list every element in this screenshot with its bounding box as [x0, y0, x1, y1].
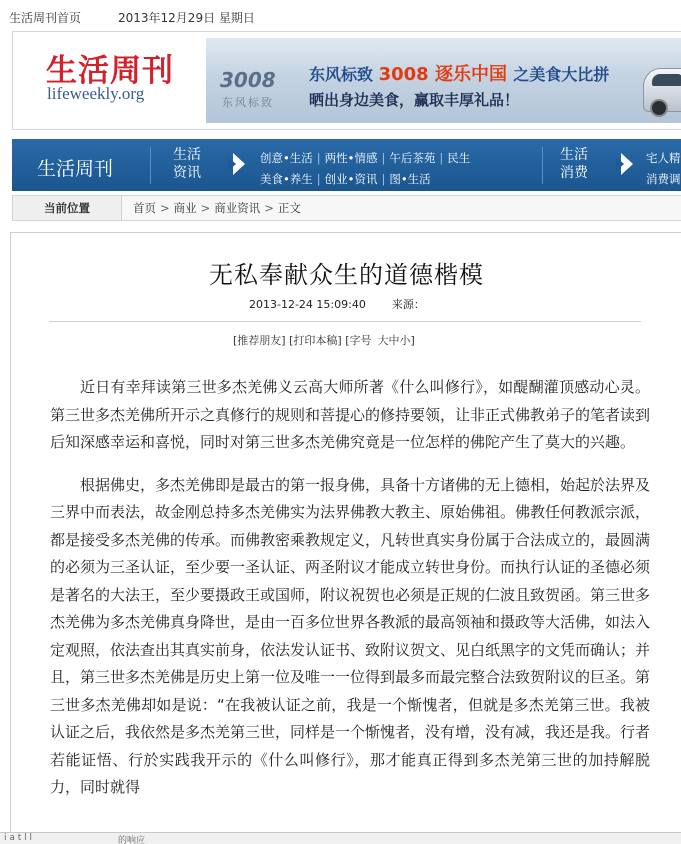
car-image [643, 68, 681, 112]
article-paragraph: 根据佛史，多杰羌佛即是最古的第一报身佛，具备十方诸佛的无上德相，始起於法界及三界中而表法，故金刚总持多杰羌佛实为法界佛教大教主、原始佛祖。佛教任何教派宗派，都是接受多杰羌佛的传承。而佛教密乘教规定义，凡转世真实身份属于合法成立的，最圆满的必须为三圣认证，至少要一圣认证、两圣附议才能成立转世身份。而执行认证的圣德必须是著名的大法王，至少要摄政王或国师，附议祝贺也必须是正规的仁波且致贺函。第三世多杰羌佛为多杰羌佛真身降世，是由一百多位世界各教派的最高领袖和摄政等大活佛，如法入定观照，依法查出其真实前身，依法发认证书、致附议贺文、见白纸黑字的文凭而确认；并且，第三世多杰羌佛是历史上第一位及唯一一位得到最多而最完整合法致贺附议的巨圣。第三世多杰羌佛却如是说：“在我被认证之前，我是一个惭愧者，但就是多杰羌第三世。我被认证之后，我依然是多杰羌第三世，同样是一个惭愧者，没有增，没有减，我还是我。行者若能证悟、行於实践我开示的《什么叫修行》，那才能真正得到多杰羌第三世的加持解脱力，同时就得 [50, 475, 651, 796]
banner-headline-highlight: 逐乐中国 [428, 64, 514, 85]
nav-group-life-consumption [560, 146, 588, 182]
divider [49, 321, 641, 322]
main-nav [12, 139, 681, 191]
article-paragraph: 近日有幸拜读第三世多杰羌佛义云高大师所著《什么叫修行》，如醍醐灌顶感动心灵。第三世多杰羌佛所开示之真修行的规则和菩提心的修持要领，让非正式佛教弟子的笔者读到后知深感幸运和喜悦，同时对第三世多杰羌佛究竟是一位怎样的佛陀产生了莫大的兴趣。 [50, 378, 651, 451]
chevron-right-icon [233, 153, 245, 175]
nav-group-label-1: 生活 [560, 147, 588, 163]
nav-link-creative-life[interactable]: 创意•生活 [260, 151, 313, 165]
font-size-controls [345, 334, 415, 347]
nav-link-afternoon-tea[interactable]: 午后茶苑 [389, 151, 436, 165]
car-window [652, 74, 681, 86]
nav-divider [150, 147, 151, 184]
nav-divider [542, 147, 543, 184]
nav-links-life-info: 创意•生活 | 两性•情感 | 午后茶苑 | 民生 美食•养生 | 创业•资讯 | 图•生活 [260, 151, 471, 186]
home-link[interactable]: 生活周刊首页 [9, 11, 82, 25]
status-text: i a t l l [4, 833, 32, 843]
nav-link-relationships[interactable]: 两性•情感 [324, 151, 378, 165]
breadcrumb-business[interactable]: 商业 [173, 201, 197, 215]
site-logo[interactable]: 生活周刊 [46, 53, 174, 89]
nav-link-otaku[interactable]: 宅人精 [646, 151, 681, 165]
breadcrumb [12, 195, 681, 221]
status-message: 的响应 [118, 836, 146, 844]
article-source-label: 来源： [391, 298, 425, 311]
article-meta [249, 296, 425, 312]
nav-brand[interactable]: 生活周刊 [37, 158, 114, 180]
recommend-friend-link[interactable]: [推荐朋友] [233, 334, 286, 347]
article-datetime: 2013-12-24 15:09:40 [249, 298, 366, 311]
font-size-large-link[interactable]: 大 [377, 334, 389, 347]
banner-headline-brand: 东风标致 [309, 65, 379, 84]
breadcrumb-business-news[interactable]: 商业资讯 [214, 201, 261, 215]
breadcrumb-home[interactable]: 首页 [133, 201, 156, 215]
top-bar [0, 0, 681, 30]
banner-headline-end: 之美食大比拼 [513, 65, 610, 84]
banner-car-model: 3008 [220, 68, 276, 92]
nav-group-label-2: 消费 [560, 165, 588, 181]
article-body [50, 374, 650, 817]
site-header [12, 31, 681, 130]
banner-headline-model: 3008 [378, 64, 429, 85]
nav-link-consumer-survey[interactable]: 消费调 [646, 172, 681, 186]
nav-link-startup-info[interactable]: 创业•资讯 [324, 172, 378, 186]
banner-subline: 晒出身边美食，赢取丰厚礼品！ [309, 91, 520, 109]
status-bar [0, 832, 681, 844]
banner-headline [309, 60, 609, 86]
font-size-small-link[interactable]: 小] [399, 334, 415, 347]
article [10, 232, 681, 844]
banner-car-brand: 东风标致 [222, 96, 274, 109]
print-link[interactable]: [打印本稿] [289, 334, 342, 347]
breadcrumb-path: 首页 > 商业 > 商业资讯 > 正文 [133, 201, 301, 215]
chevron-right-icon [621, 153, 633, 175]
article-title: 无私奉献众生的道德楷模 [209, 261, 484, 289]
nav-link-livelihood[interactable]: 民生 [447, 151, 471, 165]
breadcrumb-label: 当前位置 [13, 196, 122, 220]
font-size-label: [字号 [345, 334, 372, 347]
nav-group-label-2: 资讯 [173, 165, 201, 181]
current-date: 2013年12月29日 星期日 [118, 11, 255, 25]
article-tools [233, 332, 421, 348]
nav-group-life-info [173, 146, 201, 182]
font-size-medium-link[interactable]: 中 [388, 334, 400, 347]
nav-links-consumption [646, 148, 681, 190]
nav-group-label-1: 生活 [173, 147, 201, 163]
breadcrumb-current: 正文 [277, 201, 301, 215]
car-wheel-front [650, 99, 668, 117]
nav-link-picture-life[interactable]: 图•生活 [389, 172, 431, 186]
ad-banner[interactable] [206, 38, 681, 123]
site-logo-url[interactable]: lifeweekly.org [47, 84, 145, 103]
nav-link-food-health[interactable]: 美食•养生 [260, 172, 313, 186]
